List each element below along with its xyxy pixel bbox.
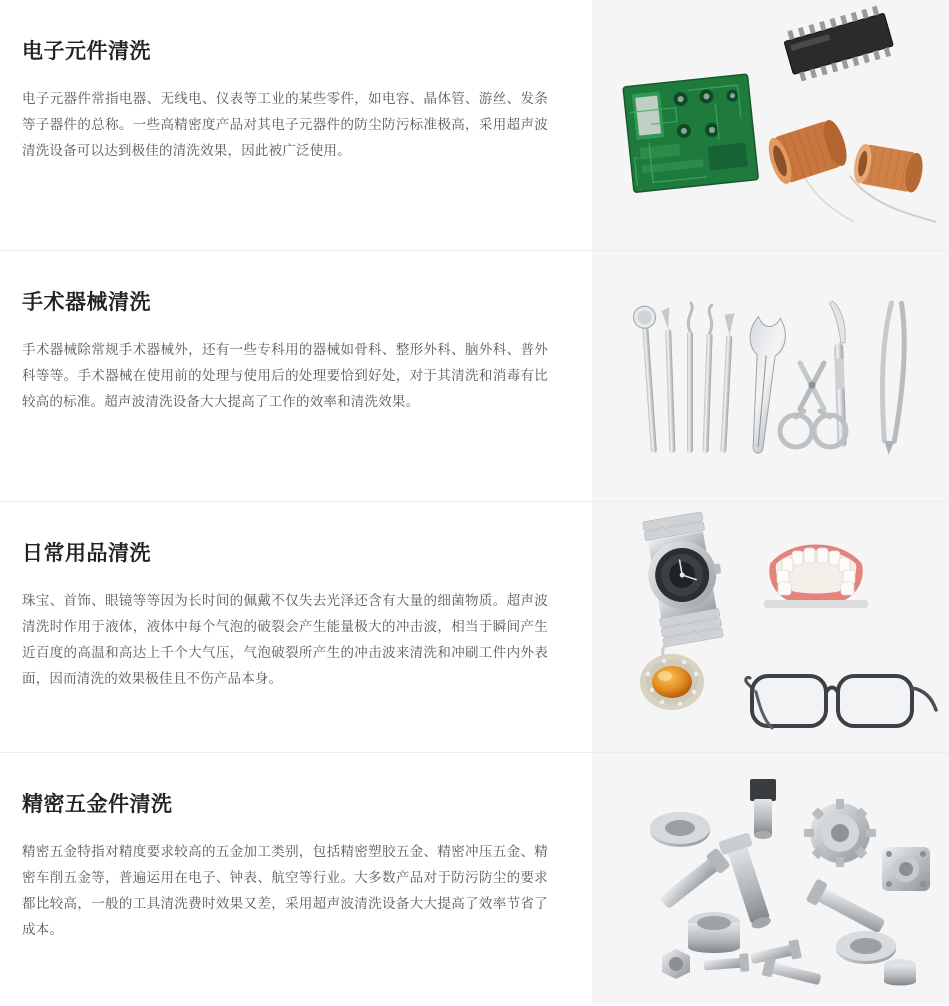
section-image-panel <box>592 502 949 753</box>
section-title: 手术器械清洗 <box>22 291 151 314</box>
precision-metal-parts-photo <box>592 753 949 1004</box>
section-electronic-components <box>0 0 949 251</box>
section-image-panel <box>592 0 949 251</box>
section-text-column <box>0 251 592 502</box>
section-body: 精密五金特指对精度要求较高的五金加工类别，包括精密塑胶五金、精密冲压五金、精密车削五金等，普遍运用在电子、钟表、航空等行业。大多数产品对于防污防尘的要求都比较高，一般的工具清洗费时效果又差，采用超声波清洗设备大大提高了效率节省了成本。 <box>22 844 548 937</box>
section-title: 日常用品清洗 <box>22 542 151 565</box>
section-image-panel <box>592 251 949 502</box>
section-body: 珠宝、首饰、眼镜等等因为长时间的佩戴不仅失去光泽还含有大量的细菌物质。超声波清洗时作用于液体，液体中每个气泡的破裂会产生能量极大的冲击波，相当于瞬间产生近百度的高温和高达上千个大气压，气泡破裂所产生的冲击波来清洗和冲刷工件内外表面，因而清洗的效果极佳且不伤产品本身。 <box>22 593 548 686</box>
section-image-panel <box>592 753 949 1004</box>
surgical-instruments-photo <box>592 251 949 502</box>
section-surgical-instruments <box>0 251 949 502</box>
watch-denture-glasses-photo <box>592 502 949 753</box>
pcb-chip-coil-photo <box>592 0 949 251</box>
section-text-column <box>0 753 592 1004</box>
section-daily-necessities <box>0 502 949 753</box>
section-title: 精密五金件清洗 <box>22 793 173 816</box>
section-precision-hardware <box>0 753 949 1004</box>
section-text-column <box>0 0 592 251</box>
section-body: 手术器械除常规手术器械外，还有一些专科用的器械如骨科、整形外科、脑外科、普外科等等。手术器械在使用前的处理与使用后的处理要恰到好处，对于其清洗和消毒有比较高的标准。超声波清洗设备大大提高了工作的效率和清洗效果。 <box>22 342 548 409</box>
section-text-column <box>0 502 592 753</box>
section-title: 电子元件清洗 <box>22 40 151 63</box>
section-body: 电子元器件常指电器、无线电、仪表等工业的某些零件，如电容、晶体管、游丝、发条等子器件的总称。一些高精密度产品对其电子元器件的防尘防污标准极高，采用超声波清洗设备可以达到极佳的清洗效果，因此被广泛使用。 <box>22 91 548 158</box>
